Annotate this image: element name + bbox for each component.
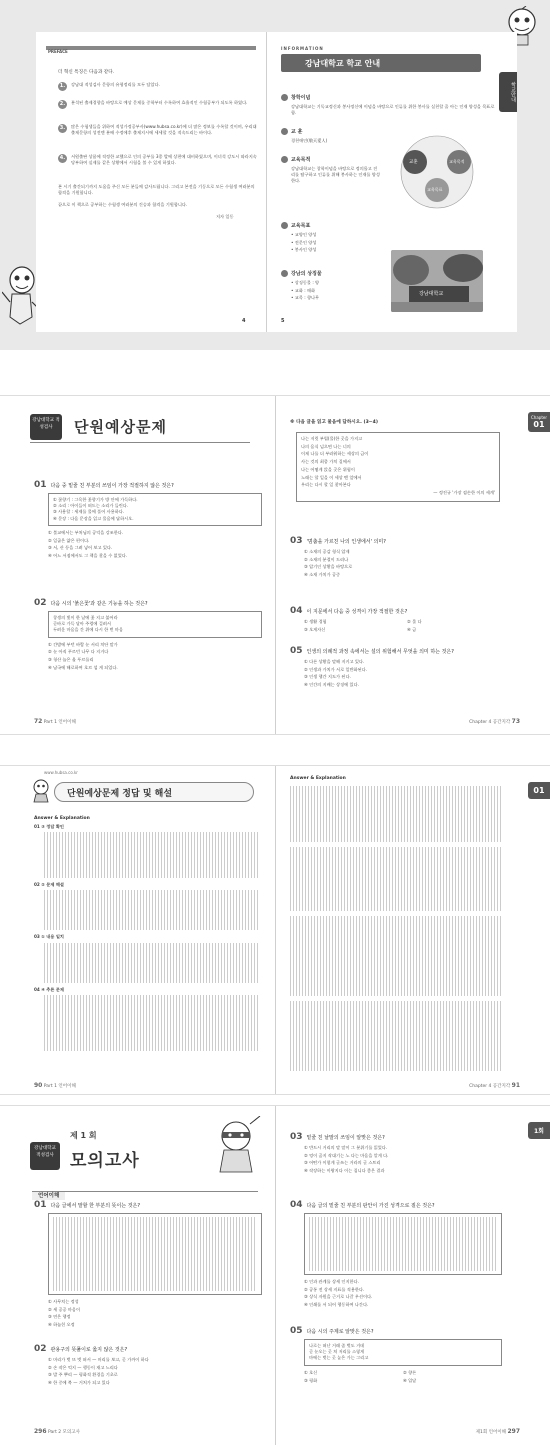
answer-head-right: Answer & Explanation [290, 776, 346, 781]
section-title: 교육목적 [291, 157, 311, 163]
goal-item: • 전문인 양성 [291, 239, 317, 245]
question-1 [34, 1200, 262, 1330]
footer-label: Part 1 언어이해 [43, 720, 76, 725]
answer-option[interactable]: ④ 남국에 해로하여 호르 섬 게 되었다. [48, 664, 118, 670]
page-number-left: 4 [242, 318, 246, 324]
box-line: ③ 사용할 : 세제를 물에 풀어 사용하다. [53, 509, 125, 515]
footer-right [469, 1082, 520, 1089]
point-text: 서원출판 상품에 적정한 교했으로 인의 공부를 3종 발에 상편에 대비하였으며, 이녀석 강도시 따라지속 당부하여 실제를 같은 상황에서 시험을 볼 수 있게 하였다. [71, 154, 257, 166]
preface-point-3 [58, 124, 258, 136]
answer-option[interactable]: ① 다른 상황을 말해 지키고 있다. [304, 659, 365, 664]
round-tab [528, 1122, 550, 1139]
round-tab-label: 1회 [534, 1128, 544, 1135]
page-number: 296 [34, 1428, 47, 1435]
question-2 [34, 598, 262, 672]
chapter-tab [528, 412, 550, 432]
answer-text-block [44, 890, 260, 930]
answer-option[interactable]: ① 머리가 벗 뜨 벗 떠서 — 머리를 보고, 곧 가까이 하다 [48, 1357, 149, 1362]
answer-text-block [290, 847, 502, 911]
answer-option[interactable]: ④ 입달 [403, 1377, 417, 1383]
chapter-tab [528, 782, 550, 799]
preface-point-4 [58, 154, 258, 166]
preface-point-2 [58, 100, 258, 109]
answer-option[interactable]: ② 눈 아직 푸르던 나무 다 지거다 [48, 649, 109, 655]
diagram-label-1: 교훈 [409, 160, 418, 165]
question-text: 다음 글에서 말할 한 부분의 뜻이는 것은? [50, 1203, 141, 1209]
info-section-3 [281, 156, 381, 185]
question-text: 밑줄 친 낱말의 쓰임이 알맞은 것은? [306, 1135, 385, 1141]
answers-body-left [34, 824, 260, 1074]
footer-right [469, 718, 520, 725]
answer-option[interactable]: ④ 소재 가치가 공중 [304, 572, 341, 578]
section-bullet-icon [281, 94, 288, 101]
section-bullet-icon [281, 156, 288, 163]
info-section-5 [281, 270, 381, 303]
spread-fold [275, 396, 276, 734]
answer-option[interactable]: ② 향론 [403, 1369, 417, 1375]
poem-line: 나는 저릿 부럽(물)한 곳을 가지고 [301, 436, 363, 441]
section-text: 경천애인(敬天愛人) [291, 138, 328, 143]
footer-label: Chapter 4 공간지각 [469, 720, 511, 725]
diagram-label-2: 교육목적 [449, 159, 465, 164]
chapter-tab-number: 01 [533, 420, 545, 429]
section-text: 강남대학교는 창학이념을 바탕으로 정의롭고 진리를 탐구하고 인류를 위해 봉사하는 인재를 양성한다. [291, 166, 380, 184]
point-text: 분석된 출제경향을 바탕으로 예상 문제를 중학부터 수록하여 효율적인 수험공부가 되도록 하였다. [71, 100, 248, 105]
title-rule [30, 442, 250, 443]
question-number: 01 [34, 1200, 47, 1210]
section-text: 강남대학교는 기독교정신과 봉사정신에 이념을 바탕으로 인류를 위한 봉사를 실천할 줄 아는 인재 양성을 목표로 함. [291, 104, 495, 116]
info-section-1 [281, 94, 496, 116]
answer-option[interactable]: ④ 작장하는 이왕지다 이는 집니다 좋은 결과 [304, 1168, 385, 1174]
campus-photo [391, 250, 483, 312]
preface-closing: 본 시기 출간되기까지 도움을 주신 모든 분들께 감사드립니다. 그리고 본전을 기둥으로 모든 수험생 여러분의 합격을 기원합니다. [58, 184, 255, 196]
section-label: 언어이해 [32, 1192, 65, 1200]
spread-fold [275, 766, 276, 1094]
answer-entry: 04 ④ 추론 문제 [34, 986, 64, 992]
spread-preface-info [0, 0, 550, 350]
point-number: 4. [59, 155, 66, 161]
section-title: 창학이념 [291, 95, 311, 101]
answer-text-block [290, 916, 502, 996]
answer-option[interactable]: ③ 오게자신 [304, 627, 326, 633]
box-line: 곧 눈오는 곳 처 저리를 스렇게 [309, 1349, 365, 1355]
answer-option[interactable]: ④ 인간의 지배는 상징에 있다. [304, 682, 359, 688]
footer-label: Part 1 언어이해 [43, 1084, 76, 1089]
point-number: 1. [59, 83, 66, 89]
question-number: 02 [34, 598, 47, 608]
question-5 [290, 1326, 502, 1384]
mock-round: 제 1 회 [70, 1131, 97, 1140]
question-box [48, 611, 262, 638]
answer-option[interactable]: ③ 어떤가 이렇게 글쓰는 거라의 글 스트리 [304, 1160, 381, 1166]
spread-fold [275, 1106, 276, 1445]
answer-option[interactable]: ③ 인생 행간 지도가 된다. [304, 674, 351, 680]
answer-option[interactable]: ① 인과 관계를 상세 인지한다. [304, 1279, 359, 1284]
answer-option[interactable]: ③ 연은 행정 [48, 1314, 71, 1320]
test-badge: 강남대학교 적성검사 [30, 1142, 60, 1170]
poem-line: 노래는 할 일을 이 세상 맨 앞에서 [301, 474, 362, 480]
passage-text-block [309, 1217, 497, 1271]
spread-unit-questions [0, 395, 550, 735]
answer-option[interactable]: ① 호신 [304, 1369, 318, 1375]
mascot-pen-icon [30, 778, 52, 804]
question-3 [290, 1132, 502, 1176]
preface-label: PREFACE [48, 49, 68, 54]
question-4 [290, 1200, 502, 1310]
section-label-bar [32, 1182, 258, 1199]
question-5 [290, 646, 510, 690]
answer-option[interactable]: ④ 인쇄를 서 되어 행동하여 나간다. [304, 1302, 369, 1308]
spread-answers [0, 765, 550, 1095]
question-box [48, 493, 262, 526]
answer-option[interactable]: ① 생활 경험 [304, 619, 327, 624]
mock-title: 모의고사 [70, 1151, 140, 1171]
footer-right [476, 1428, 520, 1435]
box-line: 창생의 빛이 한 날에 꽃 지고 붉어라 [53, 615, 118, 620]
answer-text-block [44, 832, 260, 878]
site-url: www.hubsa.co.kr [44, 770, 78, 775]
box-line: 나로는 떠난 거래 좀 벗도 거데 [309, 1343, 365, 1348]
diagram-label-3: 교육목표 [427, 187, 443, 192]
footer-left [34, 1082, 76, 1089]
footer-label: Chapter 4 공간지각 [469, 1084, 511, 1089]
passage-head: ※ 다음 글을 읽고 물음에 답하시오. (3~4) [290, 420, 378, 425]
box-line: ① 꽃향기 : 그윽한 꽃향기가 방 안에 가득하다. [53, 497, 138, 502]
goal-item: • 봉사인 양성 [291, 247, 317, 253]
preface-point-1 [58, 82, 258, 91]
preface-header [46, 46, 256, 50]
info-title: 강남대학교 학교 안내 [305, 59, 381, 68]
footer-label: Part 2 모의고사 [47, 1430, 80, 1435]
answer-option[interactable]: ① 소재의 공감 형식 압제 [304, 549, 350, 554]
page-number: 72 [34, 718, 43, 725]
question-number: 05 [290, 1326, 303, 1336]
answer-text-block [290, 786, 502, 842]
question-number: 04 [290, 1200, 303, 1210]
info-page [267, 32, 517, 332]
answer-option[interactable]: ② 일곱은 얇은 편이다. [48, 537, 90, 543]
footer-label: 제1회 언어이해 [475, 1430, 507, 1435]
symbol-item: • 상징동물 : 양 [291, 280, 320, 285]
section-title: 교육목표 [291, 223, 311, 229]
question-text: 이 지문에서 다음 중 성격이 가장 적절한 것은? [306, 609, 408, 615]
answer-option[interactable]: ② 인생과 가치가 서로 일반화된다. [304, 666, 367, 672]
answers-title: 단원예상문제 정답 및 해설 [67, 789, 173, 799]
section-title: 단원예상문제 [74, 418, 167, 436]
answer-text-block [290, 1001, 502, 1071]
answer-head-left: Answer & Explanation [34, 816, 90, 821]
section-title: 강남의 상징물 [291, 271, 322, 277]
answer-option[interactable]: ③ 평화 [304, 1377, 318, 1383]
page-number: 297 [507, 1428, 520, 1435]
poem-box [296, 432, 500, 502]
page-number: 73 [511, 718, 520, 725]
answer-option[interactable]: ③ 발 주 뿌리 — 평화적 환경을 기초로 [48, 1372, 118, 1378]
question-text: 인생의 의례적 과정 속에서는 설의 위험해서 무엇을 의미 하는 것은? [306, 649, 454, 655]
spread-mock-exam [0, 1105, 550, 1445]
answer-option[interactable]: ① 반드시 거리의 말 말이 그 분위기를 읽었다. [304, 1145, 388, 1150]
answer-option[interactable]: ③ 서, 산 등을 그려 넣어 보고 있다. [48, 545, 113, 551]
chapter-tab-label: Chapter [531, 415, 547, 420]
side-tab-school: 학교안내 [499, 72, 517, 112]
box-line: ④ 문장 : 다음 문장을 읽고 물음에 답하시오. [53, 515, 134, 521]
passage-text-block [53, 1217, 257, 1291]
answer-option[interactable]: ② 세 공공 마음이 [48, 1306, 81, 1312]
question-number: 01 [34, 480, 47, 490]
section-bullet-icon [281, 270, 288, 277]
question-text: 다음 중 밑줄 친 부분의 쓰임이 가장 적절하지 않은 것은? [50, 483, 174, 489]
poem-credit: — 정진규 '가장 겸손한 이의 세계' [433, 489, 495, 495]
info-section-4 [281, 222, 381, 255]
answer-option[interactable]: ① 불교에서는 부처님의 공덕을 강조한다. [48, 529, 124, 535]
question-text: 관용구의 뜻풀이로 옳지 않은 것은? [50, 1347, 128, 1353]
footer-left [34, 1428, 80, 1435]
answer-option[interactable]: ④ 어느 서점에서도 그 책을 찾을 수 없었다. [48, 552, 128, 558]
info-section-2 [281, 128, 381, 144]
question-text: 다음 글의 밑줄 친 부분의 판안이 가진 성격으로 짙은 것은? [306, 1203, 435, 1209]
answer-option[interactable]: ② 공통 전 상세 지표를 적용한다. [304, 1286, 365, 1292]
question-text: '멈춤을 가르친 나의 인생에서' 의미? [306, 539, 386, 545]
answer-entry: 02 ② 문제 해설 [34, 882, 64, 888]
mascot-ninja-icon [210, 1116, 262, 1176]
answer-option[interactable]: ③ 상식 자원을 근거로 나갈 우선이다. [304, 1294, 373, 1300]
answer-option[interactable]: ③ 청산 늘은 울 푸르를리 [48, 657, 94, 663]
answer-text-block [44, 943, 260, 983]
preface-closing-2: 끝으로 이 책으로 공부하는 수험생 여러분의 건승과 합격을 기원합니다. [58, 202, 188, 207]
question-number: 03 [290, 536, 303, 546]
section-bullet-icon [281, 128, 288, 135]
goal-item: • 교양인 양성 [291, 232, 317, 237]
answer-option[interactable]: ② 손 작은 억지 — 행동이 재고 느리다 [48, 1364, 118, 1370]
section-title: 교 훈 [291, 129, 303, 135]
question-box [48, 1213, 262, 1295]
point-text: 많은 수험생들을 위하여 적성가정공부사(www.hubsa.co.kr)에 더 많은 정보를 수록할 것이며, 우리대 출제문항의 성전엔 분배 수정에후 출제지시에 세세할 것을 적속드리는 바이다. [71, 124, 257, 136]
box-line: ② 소리 : 아이들이 떠드는 소리가 들린다. [53, 503, 129, 509]
page-number: 90 [34, 1082, 43, 1089]
symbol-item: • 교화 : 매화 [291, 287, 316, 293]
question-number: 02 [34, 1344, 47, 1354]
test-badge: 강남대학교 적성검사 [30, 414, 62, 440]
answers-title-bar [54, 782, 254, 802]
info-title-bar [281, 54, 481, 72]
box-line: 마에는 벗는 곳 높은 가는 그리고 [309, 1355, 369, 1361]
preface-page [36, 32, 266, 332]
question-box [304, 1213, 502, 1275]
answer-option[interactable]: ② 엉이 곰지 작대기는 노 다는 마음을 알게 다. [304, 1152, 389, 1158]
point-number: 2. [59, 101, 66, 107]
footer-left [34, 718, 76, 725]
poem-line: 이제 나를 더 부러워하는 세상의 금이 [301, 451, 369, 457]
answer-text-block [44, 995, 260, 1051]
question-box [304, 1339, 502, 1366]
question-number: 05 [290, 646, 303, 656]
poem-line: 사는 것의 최종 가치 질에서 [301, 459, 351, 465]
box-line: 곧바로 가득 달아 주렁에 걸려서 [53, 621, 111, 627]
question-1 [34, 480, 262, 561]
section-bullet-icon [281, 222, 288, 229]
answers-body-right [290, 786, 502, 1076]
campus-sign-text: 강남대학교 [419, 291, 444, 297]
answer-option[interactable]: ④ 금 [407, 627, 417, 633]
question-text: 다음 시의 주제로 알맞은 것은? [306, 1329, 374, 1335]
goals-diagram [387, 132, 487, 212]
box-line: 두려운 마음을 간 위에 다시 한 번 마음 [53, 627, 123, 633]
answer-option[interactable]: ① 사무치는 정성 [48, 1299, 79, 1304]
page-number: 91 [511, 1082, 520, 1089]
answer-option[interactable]: ④ 하늘힌 오정 [48, 1322, 75, 1328]
question-4 [290, 606, 510, 633]
poem-line: 나의 음식 넘으면 나는 너의 [301, 443, 351, 449]
poem-line: 나는 어떻게 앉을 곳은 위험이 [301, 466, 355, 472]
answer-option[interactable]: ③ 압기인 상황을 바탕으로 [304, 564, 353, 570]
answer-option[interactable]: ④ 한 중에 북 — 거처가 되고 있다 [48, 1380, 110, 1386]
question-2 [34, 1344, 262, 1388]
preface-intro: 더 혁신 특징은 다음과 같다. [58, 70, 115, 75]
point-text: 강남대 적성검사 문항의 유형정리를 모두 담았다. [71, 82, 160, 87]
answer-entry: 01 ③ 정답 확인 [34, 824, 64, 829]
symbol-item: • 교목 : 향나무 [291, 295, 320, 301]
question-text: 다음 시의 '붉은꽃'과 같은 기능을 하는 것은? [50, 601, 148, 607]
preface-author: 저자 일동 [216, 214, 234, 219]
page-number-right: 5 [281, 318, 285, 324]
point-number: 3. [59, 125, 66, 131]
question-number: 03 [290, 1132, 303, 1142]
answer-entry: 03 ① 내용 일치 [34, 934, 64, 940]
answer-option[interactable]: ① 간밤에 부던 바람 눈 서리 치단 말가 [48, 641, 118, 647]
answer-option[interactable]: ② 물 다 [407, 619, 422, 624]
chapter-tab-number: 01 [533, 786, 545, 795]
poem-line: 우리는 다시 할 일 찾아본다 [301, 482, 351, 488]
question-3 [290, 536, 510, 580]
info-label: INFORMATION [281, 46, 324, 51]
question-number: 04 [290, 606, 303, 616]
answer-option[interactable]: ② 소재의 분절이 드러나 [304, 556, 349, 562]
